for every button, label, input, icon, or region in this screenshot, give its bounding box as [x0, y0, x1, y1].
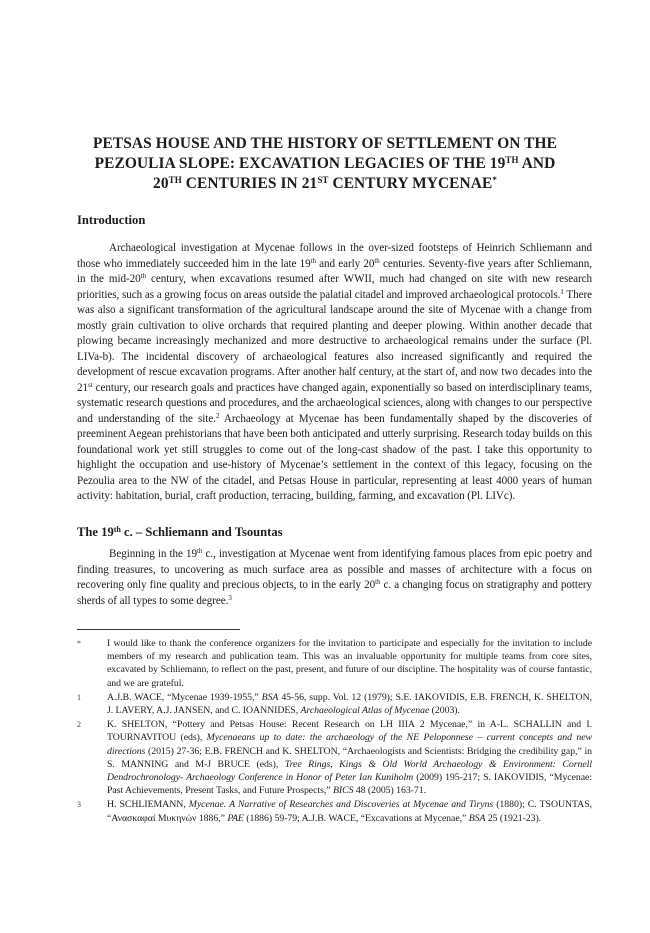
footnote	[77, 718, 592, 797]
footnotes	[77, 637, 592, 826]
intro-paragraph: Archaeological investigation at Mycenae follows in the over-sized footsteps of Heinrich Schliemann and those who immediately succeeded him in the late 19th and early 20th centuries. Seventy-five years after Schliemann, in the mid-20th century, when excavations resumed after WWII, much had changed on site with new research priorities, such as a growing focus on areas outside the palatial citadel and improved archaeological protocols.$^1$ There was also a significant transformation of the agricultural landscape around the site of Mycenae with a change from mostly grain cultivation to olive orchards that required planting and deeper plowing. Within another decade that plowing became increasingly mechanized and more destructive to archaeological remains under the surface (Pl. LIVa-b). The incidental discovery of archaeological features also increased significantly and required the development of rescue excavation programs. After another half century, at the start of, and now two decades into the 21st century, our research goals and practices have changed again, exponentially so based on interdisciplinary teams, systematic research questions and procedures, and the archaeological sciences, along with changes to our perspective and understanding of the site.$^2$ Archaeology at Mycenae has been fundamentally shaped by the discoveries of preeminent Aegean prehistorians that have been both anticipated and utterly surprising. Research today builds on this foundational work yet still struggles to come out of the long-cast shadow of the past. I take this opportunity to highlight the occupation and use-history of Mycenae’s settlement in the context of this legacy, focusing on the Pezoulia area to the NW of the citadel, and Petsas House in particular, representing at least 4000 years of human activity: habitation, burial, craft production, terracing, building, farming, and excavation (Pl. LIVc).	[77, 242, 593, 502]
footnote-mark: 3	[77, 800, 81, 810]
footnote-mark: *	[77, 639, 81, 648]
title-superscript: ST	[317, 175, 329, 185]
footnote-mark: 1	[77, 692, 81, 702]
section-heading-introduction: Introduction	[77, 213, 146, 227]
title-line-3-end: CENTURY MYCENAE	[328, 175, 493, 192]
footnote-separator	[77, 629, 240, 630]
title-line-3-mid: CENTURIES IN 21	[181, 175, 318, 192]
footnote-mark: 2	[77, 720, 81, 730]
footnote	[77, 637, 592, 690]
title-superscript: TH	[168, 175, 182, 185]
footnote-text: A.J.B. WACE, “Mycenae 1939-1955,” BSA 45-56, supp. Vol. 12 (1979); S.E. IAKOVIDIS, E.B. FRENCH, K. SHELTON, J. LAVERY, A.J. JANSEN, and C. IOANNIDES, Archaeological Atlas of Mycenae (2003).	[107, 691, 593, 717]
title-line-2-end: AND	[518, 155, 556, 172]
title-line-2: PEZOULIA SLOPE: EXCAVATION LEGACIES OF THE 19	[94, 155, 506, 172]
section-19th-paragraph: Beginning in the 19th c., investigation at Mycenae went from identifying famous places from epic poetry and finding treasures, to uncovering as much surface area as possible and masses of architecture with a focus on recovering only fine quality and precious objects, to in the early 20th c. a changing focus on stratigraphy and pottery sherds of all types to some degree.$^3$	[77, 547, 592, 607]
title-line-3: 20	[153, 175, 169, 192]
footnote-ref-2[interactable]: 2	[215, 411, 220, 420]
footnote-text: H. SCHLIEMANN, Mycenae. A Narrative of Researches and Discoveries at Mycenae and Tiryns (1880); C. TSOUNTAS, “Ανασκαφαί Μυκηνών 1886,” PAE (1886) 59-79; A.J.B. WACE, “Excavations at Mycenae,” BSA 25 (1921-23).	[107, 799, 592, 824]
title-superscript: TH	[505, 155, 519, 165]
footnote-text: I would like to thank the conference organizers for the invitation to participate and especially for the invitation to include members of my research and publication team. This was an invaluable opportunity for multiple teams from core sites, excavated by Schliemann, to reflect on the past, present, and future of our discipline. The hospitality was of course fantastic, and we are grateful.	[107, 638, 592, 689]
footnote	[77, 691, 592, 717]
section-heading-19th-century: The 19th c. – Schliemann and Tsountas	[77, 525, 283, 539]
footnote-text: K. SHELTON, “Pottery and Petsas House: Recent Research on LH IIIA 2 Mycenae,” in A-L. SCHALLIN and I. TOURNAVITOU (eds), Mycenaeans up to date: the archaeology of the NE Peloponnese – current concepts and new directions (2015) 27-36; E.B. FRENCH and K. SHELTON, “Archaeologists and Scientists: Bridging the credibility gap,” in S. MANNING and M-J BRUCE (eds), Tree Rings, Kings & Old World Archaeology & Environment: Cornell Dendrochronology- Archaeology Conference in Honor of Peter Ian Kuniholm (2009) 195-217; S. IAKOVIDIS, “Mycenae: Past Achievements, Present Tasks, and Future Prospects,” BICS 48 (2005) 163-71.	[107, 719, 593, 797]
title-line-1: PETSAS HOUSE AND THE HISTORY OF SETTLEMENT ON THE	[93, 135, 557, 152]
footnote	[77, 798, 592, 824]
paper-title	[70, 134, 580, 194]
footnote-ref-3[interactable]: 3	[228, 593, 232, 602]
title-footnote-mark: *	[492, 175, 497, 185]
footnote-ref-1[interactable]: 1	[560, 287, 564, 296]
